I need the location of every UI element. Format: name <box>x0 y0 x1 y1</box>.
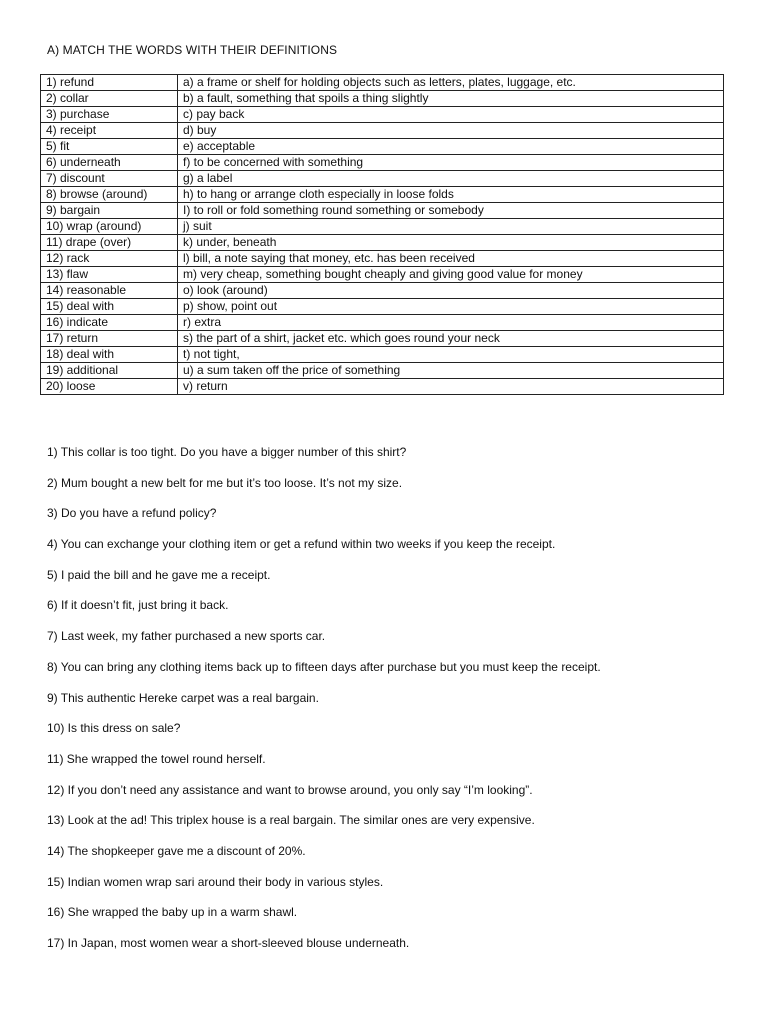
word-cell: 17) return <box>41 331 178 347</box>
word-cell: 9) bargain <box>41 203 178 219</box>
word-cell: 13) flaw <box>41 267 178 283</box>
table-row <box>41 363 724 379</box>
definition-cell: j) suit <box>178 219 724 235</box>
table-row <box>41 379 724 395</box>
list-item: 16) She wrapped the baby up in a warm shawl. <box>47 905 298 920</box>
table-row <box>41 139 724 155</box>
definition-cell: s) the part of a shirt, jacket etc. which goes round your neck <box>178 331 724 347</box>
definition-cell: c) pay back <box>178 107 724 123</box>
word-cell: 2) collar <box>41 91 178 107</box>
definition-cell: o) look (around) <box>178 283 724 299</box>
list-item: 14) The shopkeeper gave me a discount of 20%. <box>47 843 306 858</box>
word-cell: 1) refund <box>41 75 178 91</box>
list-item: 17) In Japan, most women wear a short-sleeved blouse underneath. <box>47 936 410 950</box>
exercise-heading: A) MATCH THE WORDS WITH THEIR DEFINITIONS <box>47 43 338 57</box>
table-row <box>41 347 724 363</box>
list-item: 5) I paid the bill and he gave me a receipt. <box>47 567 271 582</box>
word-cell: 4) receipt <box>41 123 178 139</box>
word-cell: 6) underneath <box>41 155 178 171</box>
word-cell: 3) purchase <box>41 107 178 123</box>
table-row <box>41 299 724 315</box>
list-item: 11) She wrapped the towel round herself. <box>47 751 266 766</box>
definition-cell: t) not tight, <box>178 347 724 363</box>
definition-cell: h) to hang or arrange cloth especially in loose folds <box>178 187 724 203</box>
table-row <box>41 283 724 299</box>
list-item: 1) This collar is too tight. Do you have a bigger number of this shirt? <box>47 445 407 459</box>
definition-cell: I) to roll or fold something round something or somebody <box>178 203 724 219</box>
word-cell: 15) deal with <box>41 299 178 315</box>
word-cell: 11) drape (over) <box>41 235 178 251</box>
definition-cell: a) a frame or shelf for holding objects such as letters, plates, luggage, etc. <box>178 75 724 91</box>
definition-cell: b) a fault, something that spoils a thing slightly <box>178 91 724 107</box>
match-table <box>40 74 724 395</box>
definition-cell: g) a label <box>178 171 724 187</box>
word-cell: 14) reasonable <box>41 283 178 299</box>
word-cell: 18) deal with <box>41 347 178 363</box>
list-item: 3) Do you have a refund policy? <box>47 506 217 521</box>
word-cell: 7) discount <box>41 171 178 187</box>
word-cell: 5) fit <box>41 139 178 155</box>
word-cell: 19) additional <box>41 363 178 379</box>
definition-cell: f) to be concerned with something <box>178 155 724 171</box>
definition-cell: u) a sum taken off the price of something <box>178 363 724 379</box>
table-row <box>41 267 724 283</box>
table-row <box>41 203 724 219</box>
table-row <box>41 219 724 235</box>
word-cell: 16) indicate <box>41 315 178 331</box>
table-row <box>41 107 724 123</box>
definition-cell: r) extra <box>178 315 724 331</box>
list-item: 6) If it doesn’t fit, just bring it back. <box>47 598 229 613</box>
list-item: 4) You can exchange your clothing item or get a refund within two weeks if you keep the receipt. <box>47 537 556 552</box>
list-item: 13) Look at the ad! This triplex house is a real bargain. The similar ones are very expensive. <box>47 813 535 828</box>
list-item: 7) Last week, my father purchased a new sports car. <box>47 629 326 644</box>
table-row <box>41 251 724 267</box>
definition-cell: e) acceptable <box>178 139 724 155</box>
list-item: 12) If you don’t need any assistance and want to browse around, you only say “I’m looking”. <box>47 782 533 797</box>
table-row <box>41 171 724 187</box>
table-row <box>41 315 724 331</box>
definition-cell: k) under, beneath <box>178 235 724 251</box>
definition-cell: v) return <box>178 379 724 395</box>
word-cell: 8) browse (around) <box>41 187 178 203</box>
word-cell: 20) loose <box>41 379 178 395</box>
list-item: 15) Indian women wrap sari around their body in various styles. <box>47 874 384 889</box>
table-row <box>41 331 724 347</box>
word-cell: 12) rack <box>41 251 178 267</box>
table-row <box>41 187 724 203</box>
list-item: 9) This authentic Hereke carpet was a real bargain. <box>47 690 319 705</box>
table-row <box>41 155 724 171</box>
list-item: 2) Mum bought a new belt for me but it’s too loose. It’s not my size. <box>47 475 403 490</box>
definition-cell: m) very cheap, something bought cheaply and giving good value for money <box>178 267 724 283</box>
definition-cell: p) show, point out <box>178 299 724 315</box>
definition-cell: l) bill, a note saying that money, etc. has been received <box>178 251 724 267</box>
table-row <box>41 75 724 91</box>
list-item: 8) You can bring any clothing items back up to fifteen days after purchase but you must keep the receipt. <box>47 659 601 674</box>
word-cell: 10) wrap (around) <box>41 219 178 235</box>
definition-cell: d) buy <box>178 123 724 139</box>
list-item: 10) Is this dress on sale? <box>47 721 181 736</box>
example-sentences-list <box>47 444 747 966</box>
table-row <box>41 123 724 139</box>
table-row <box>41 91 724 107</box>
table-row <box>41 235 724 251</box>
